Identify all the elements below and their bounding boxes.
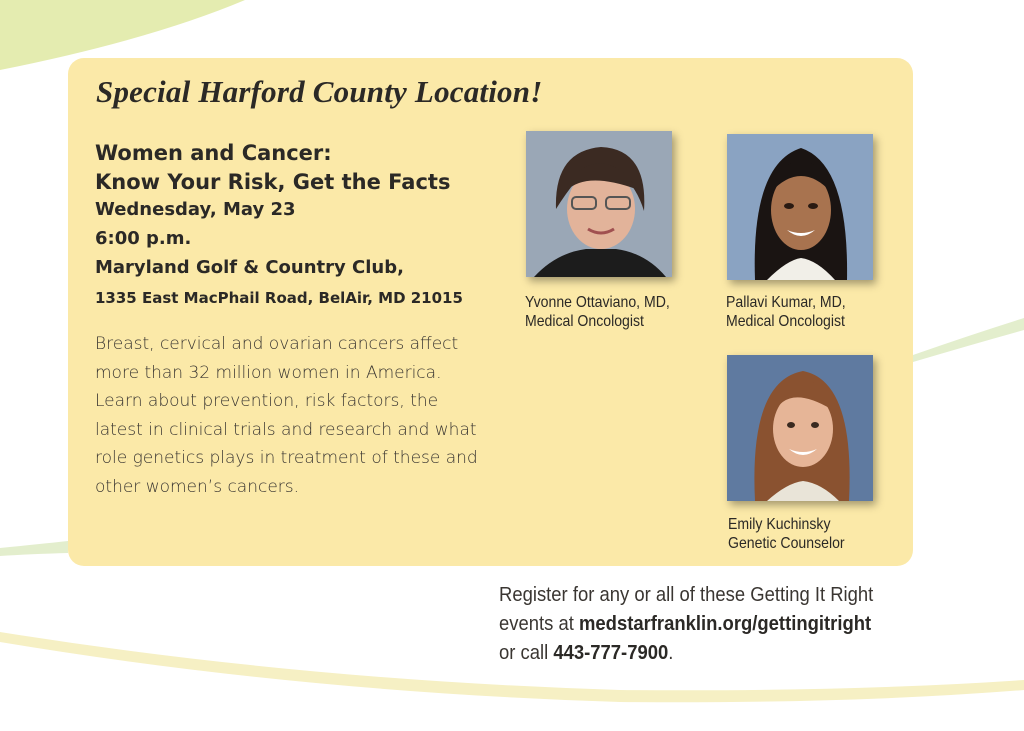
event-venue: Maryland Golf & Country Club, bbox=[95, 257, 404, 278]
register-line3 bbox=[499, 638, 949, 667]
description-line: Breast, cervical and ovarian cancers affect bbox=[95, 334, 459, 354]
portrait-image bbox=[727, 355, 873, 501]
speaker-caption-2 bbox=[726, 293, 846, 331]
event-time: 6:00 p.m. bbox=[95, 228, 192, 249]
speaker-photo-kuchinsky bbox=[727, 355, 873, 501]
register-info bbox=[499, 580, 949, 667]
event-title-line2: Know Your Risk, Get the Facts bbox=[95, 170, 451, 194]
event-title-line1: Women and Cancer: bbox=[95, 141, 332, 165]
description-line: latest in clinical trials and research and what bbox=[95, 419, 477, 440]
register-call-text: or call bbox=[499, 641, 554, 664]
register-line2 bbox=[499, 609, 949, 638]
event-date: Wednesday, May 23 bbox=[95, 199, 296, 220]
speaker-role: Genetic Counselor bbox=[728, 535, 845, 552]
description-line: more than 32 million women in America. bbox=[95, 362, 442, 383]
page-title: Special Harford County Location! bbox=[96, 74, 543, 109]
speaker-name: Yvonne Ottaviano, MD, bbox=[525, 294, 670, 311]
event-address: 1335 East MacPhail Road, BelAir, MD 21015 bbox=[95, 289, 463, 307]
speaker-name: Pallavi Kumar, MD, bbox=[726, 294, 846, 311]
speaker-role: Medical Oncologist bbox=[726, 313, 845, 330]
event-title bbox=[95, 139, 515, 197]
register-line1: Register for any or all of these Getting It Right bbox=[499, 583, 874, 606]
speaker-name: Emily Kuchinsky bbox=[728, 516, 831, 533]
event-description bbox=[95, 330, 505, 501]
description-line: role genetics plays in treatment of these and bbox=[95, 448, 478, 468]
speaker-photo-ottaviano bbox=[526, 131, 672, 277]
speaker-photo-kumar bbox=[727, 134, 873, 280]
register-url-link[interactable]: medstarfranklin.org/gettingitright bbox=[579, 612, 872, 635]
register-events-text: events at bbox=[499, 612, 580, 635]
register-period: . bbox=[668, 641, 674, 664]
speaker-caption-3 bbox=[728, 515, 845, 553]
register-phone-link[interactable]: 443-777-7900 bbox=[553, 641, 669, 664]
speaker-role: Medical Oncologist bbox=[525, 313, 644, 330]
portrait-image bbox=[526, 131, 672, 277]
portrait-image bbox=[727, 134, 873, 280]
speaker-caption-1 bbox=[525, 293, 670, 331]
description-line: Learn about prevention, risk factors, the bbox=[95, 391, 439, 411]
description-line: other women’s cancers. bbox=[95, 476, 300, 497]
